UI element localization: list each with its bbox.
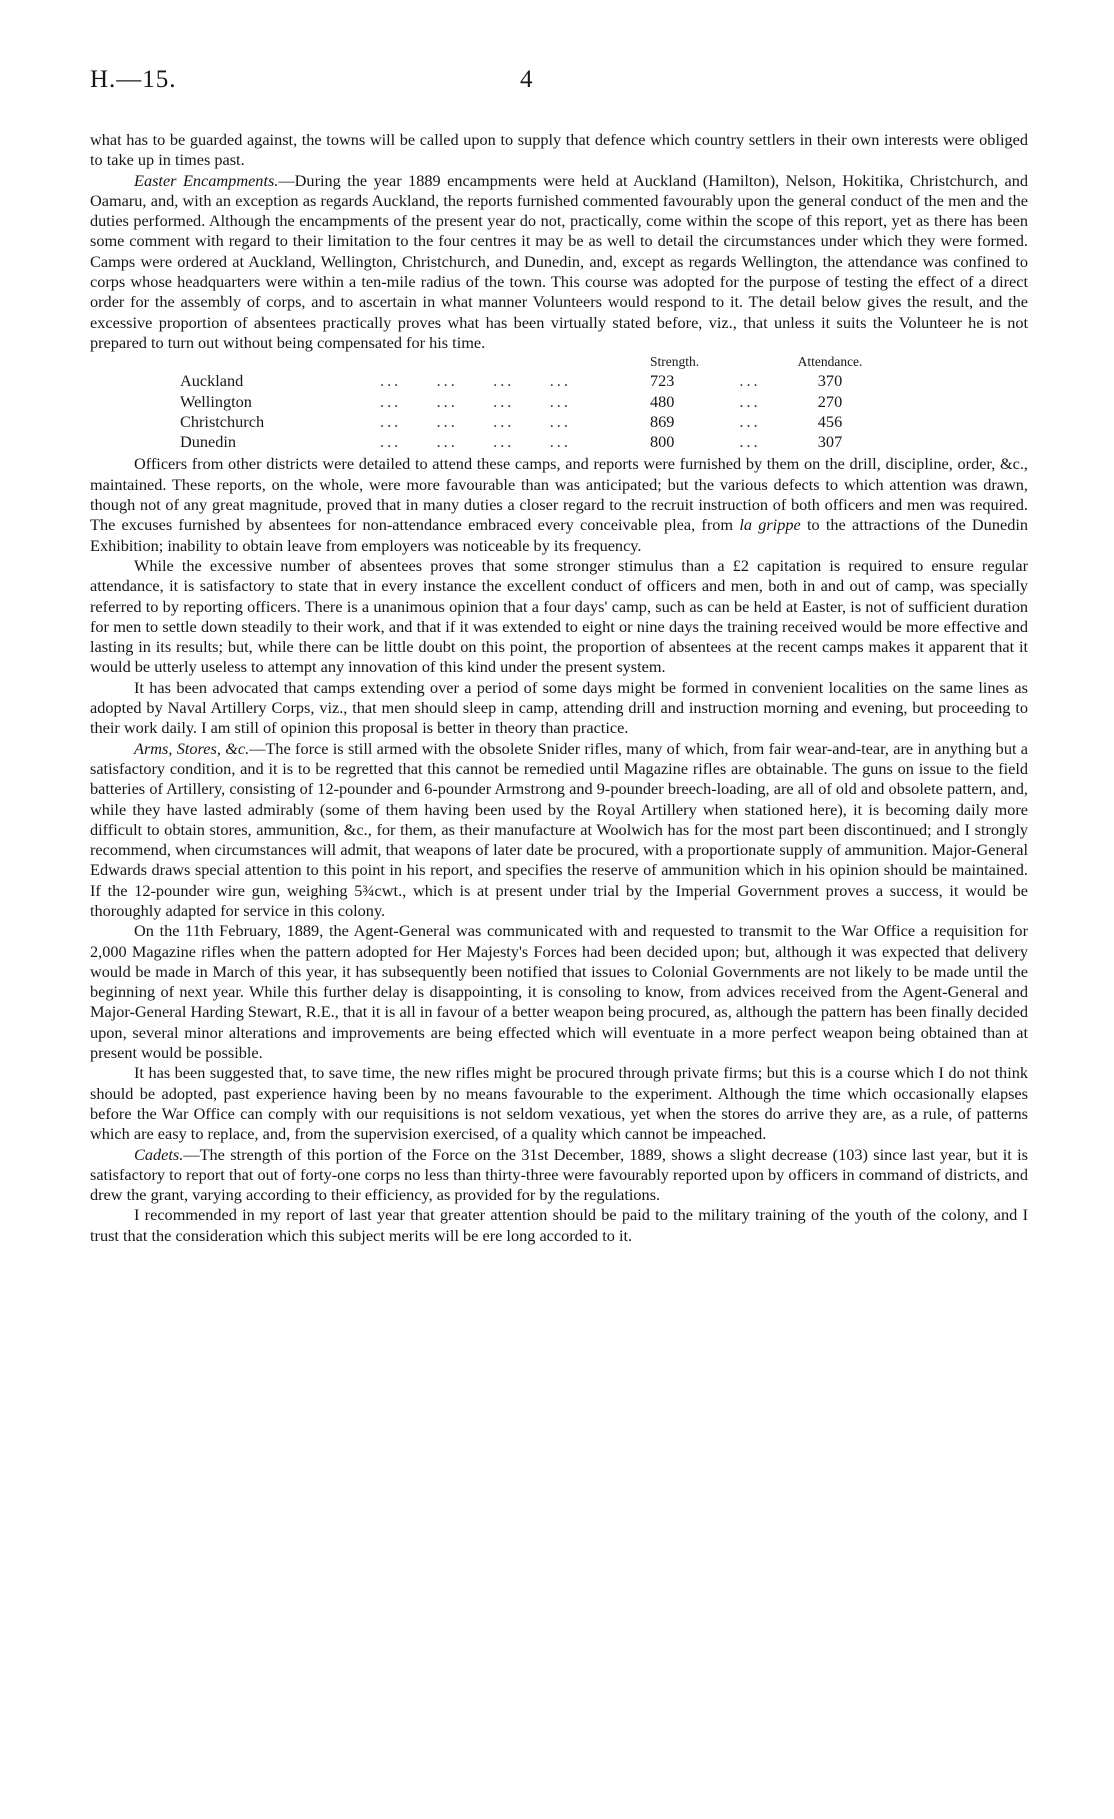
- header-strength: Strength.: [650, 354, 700, 370]
- paragraph: [90, 1063, 1028, 1144]
- table-cell-place: Christchurch: [180, 411, 265, 431]
- leader-dots: ...: [739, 432, 761, 452]
- table-row: [180, 412, 870, 432]
- attendance-table: [180, 353, 870, 452]
- table-cell-attendance: 370: [817, 371, 843, 391]
- paragraph-text: While the excessive number of absentees proves that some stronger stimulus than a £2 capitation is required to ensure regular attendance, it is satisfactory to state that in every instance the excellent conduct of officers and men, both in and out of camp, was specially referred to by reporting officers. There is a unanimous opinion that a four days' camp, such as can be held at Easter, is not of sufficient duration for men to settle down steadily to their work, and that if it was extended to eight or nine days the training received would be more effective and lasting in its results; but, while there can be little doubt on this point, the proportion of absentees at the recent camps makes it apparent that it would be utterly useless to attempt any innovation of this kind under the present system.: [90, 555, 1028, 677]
- document-code: H.—15.: [90, 66, 177, 93]
- paragraph-text: —The strength of this portion of the Force on the 31st December, 1889, shows a slight decrease (103) since last year, but it is satisfactory to report that out of forty-one corps no less than thirty-three were favourably reported upon by officers in command of districts, and drew the grant, varying according to their efficiency, as provided for by the regulations.: [90, 1144, 1028, 1205]
- paragraph-text: It has been advocated that camps extending over a period of some days might be formed in convenient localities on the same lines as adopted by Naval Artillery Corps, viz., that men should sleep in camp, attending drill and instruction morning and evening, but proceeding to their work daily. I am still of opinion this proposal is better in theory than practice.: [90, 677, 1028, 738]
- document-body: [90, 130, 1028, 1246]
- paragraph-arms-stores: [90, 739, 1028, 922]
- paragraph-text: to the attractions of the Dunedin Exhibition; inability to obtain leave from employers was noticeable by its frequency.: [90, 515, 1028, 555]
- leader-dots: ... ... ... ...: [380, 371, 571, 391]
- paragraph-easter-encampments: [90, 171, 1028, 354]
- page-number: 4: [520, 66, 533, 93]
- paragraph-text: —The force is still armed with the obsolete Snider rifles, many of which, from fair wear-and-tear, are in anything but a satisfactory condition, and it is to be regretted that this cannot be remedied until Magazine rifles are obtainable. The guns on issue to the field batteries of Artillery, consisting of 12-pounder and 6-pounder Armstrong and 9-pounder breech-loading, are all of old and obsolete pattern, and, while they have lasted admirably (some of them having been used by the Royal Artillery when stationed here), it is becoming daily more difficult to obtain stores, ammunition, &c., for them, as their manufacture at Woolwich has for the most part been discontinued; and I strongly recommend, when circumstances will admit, that weapons of later date be procured, with a proportionate supply of ammunition. Major-General Edwards draws special attention to this point in his report, and specifies the reserve of ammunition which in his opinion should be maintained. If the 12-pounder wire gun, weighing 5¾cwt., which is at present under trial by the Imperial Government proves a success, it would be thoroughly adapted for service in this colony.: [90, 738, 1029, 920]
- table-row: [180, 371, 870, 391]
- paragraph-cadets: [90, 1145, 1028, 1206]
- paragraph: [90, 678, 1028, 739]
- table-row: [180, 432, 870, 452]
- paragraph: [90, 556, 1028, 678]
- table-cell-attendance: 270: [817, 391, 843, 411]
- table-cell-place: Wellington: [180, 391, 252, 411]
- section-title: Arms, Stores, &c.: [134, 738, 250, 758]
- paragraph-text: what has to be guarded against, the towns will be called upon to supply that defence which country settlers in their own interests were obliged to take up in times past.: [90, 130, 1028, 170]
- table-cell-place: Dunedin: [180, 432, 237, 452]
- paragraph-text: It has been suggested that, to save time, the new rifles might be procured through private firms; but this is a course which I do not think should be adopted, past experience having been by no means favourable to the experiment. Although the time which occasionally elapses before the War Office can comply with our requisitions is not seldom vexatious, yet when the stores do arrive they are, as a rule, of patterns which are easy to replace, and, from the supervision exercised, of a quality which cannot be impeached.: [90, 1063, 1028, 1144]
- paragraph: [90, 921, 1028, 1063]
- table-cell-strength: 869: [650, 411, 675, 431]
- paragraph: [90, 454, 1028, 555]
- table-cell-strength: 723: [650, 371, 675, 391]
- leader-dots: ...: [739, 411, 761, 431]
- leader-dots: ...: [739, 371, 761, 391]
- paragraph-text: I recommended in my report of last year that greater attention should be paid to the military training of the youth of the colony, and I trust that the consideration which this subject merits will be ere long accorded to it.: [90, 1205, 1028, 1245]
- paragraph-text: —During the year 1889 encampments were held at Auckland (Hamilton), Nelson, Hokitika, Christchurch, and Oamaru, and, with an exception as regards Auckland, the reports furnished commented favourably upon the general conduct of the men and the duties performed. Although the encampments of the present year do not, practically, come within the scope of this report, yet as there has been some comment with regard to their limitation to the four centres it may be as well to detail the circumstances under which they were formed. Camps were ordered at Auckland, Wellington, Christchurch, and Dunedin, and, except as regards Wellington, the attendance was confined to corps whose headquarters were within a ten-mile radius of the town. This course was adopted for the purpose of testing the effect of a direct order for the assembly of corps, and to ascertain in what manner Volunteers would respond to it. The detail below gives the result, and the excessive proportion of absentees practically proves what has been virtually stated before, viz., that unless it suits the Volunteer he is not prepared to turn out without being compensated for his time.: [90, 170, 1029, 352]
- page-header: [90, 66, 1030, 102]
- table-header-row: [180, 353, 870, 371]
- paragraph-text: On the 11th February, 1889, the Agent-General was communicated with and requested to transmit to the War Office a requisition for 2,000 Magazine rifles when the pattern adopted for Her Majesty's Forces had been decided upon; but, although it was expected that delivery would be made in March of this year, it has subsequently been notified that issues to Colonial Governments are not likely to be made until the beginning of next year. While this further delay is disappointing, it is consoling to know, from advices received from the Agent-General and Major-General Harding Stewart, R.E., that it is all in favour of a better weapon being procured, as, although the pattern has been finally decided upon, several minor alterations and improvements are being effected which will eventuate in a more perfect weapon being obtained than at present would be possible.: [90, 921, 1028, 1063]
- leader-dots: ... ... ... ...: [380, 391, 571, 411]
- paragraph: [90, 130, 1028, 171]
- table-cell-attendance: 456: [817, 411, 843, 431]
- leader-dots: ... ... ... ...: [380, 411, 571, 431]
- paragraph: [90, 1205, 1028, 1246]
- table-cell-strength: 800: [650, 432, 675, 452]
- paragraph-text: Officers from other districts were detailed to attend these camps, and reports were furnished by them on the drill, discipline, order, &c., maintained. These reports, on the whole, were more favourable than was anticipated; but the various defects to which attention was drawn, though not of any great magnitude, proved that in many duties a closer regard to the recruit instruction of both officers and men was required. The excuses furnished by absentees for non-attendance embraced every conceivable plea, from: [90, 454, 1028, 535]
- section-title: Easter Encampments.: [134, 170, 279, 190]
- table-cell-strength: 480: [650, 391, 675, 411]
- table-cell-attendance: 307: [817, 432, 843, 452]
- italic-phrase: la grippe: [739, 515, 801, 535]
- leader-dots: ... ... ... ...: [380, 432, 571, 452]
- section-title: Cadets.: [134, 1144, 184, 1164]
- header-attendance: Attendance.: [797, 354, 863, 370]
- table-cell-place: Auckland: [180, 371, 244, 391]
- table-row: [180, 392, 870, 412]
- leader-dots: ...: [739, 391, 761, 411]
